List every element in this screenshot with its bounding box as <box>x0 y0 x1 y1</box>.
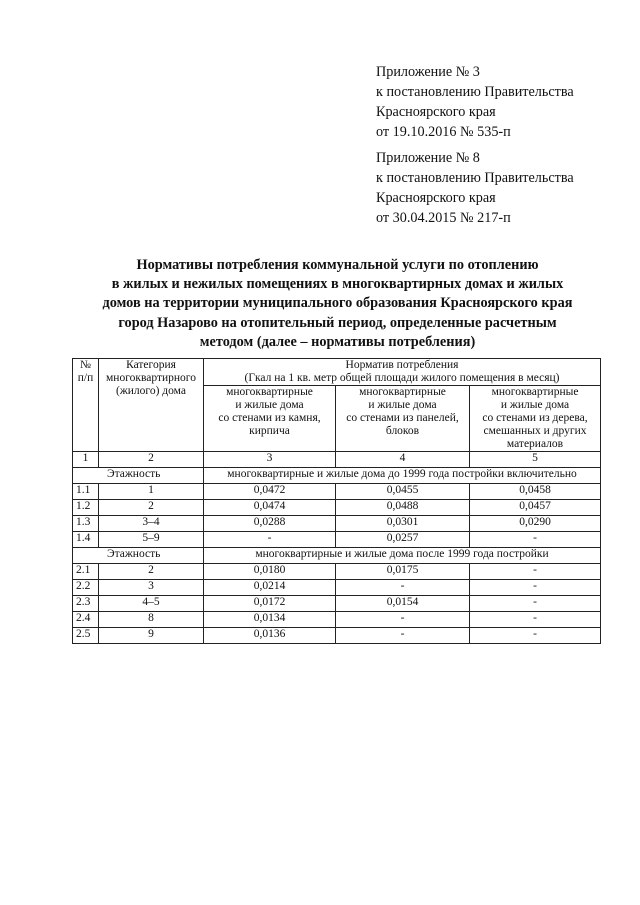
row-floors: 3–4 <box>99 516 204 532</box>
column-number: 5 <box>470 452 601 468</box>
value-wood-walls: - <box>470 580 601 596</box>
value-stone-walls: 0,0472 <box>204 484 336 500</box>
header-text: п/п <box>77 372 94 384</box>
header-text: и жилые дома <box>368 399 437 411</box>
row-number: 2.2 <box>73 580 99 596</box>
row-number: 1.3 <box>73 516 99 532</box>
row-number: 2.4 <box>73 612 99 628</box>
value-wood-walls: 0,0290 <box>470 516 601 532</box>
header-stone-walls <box>204 386 336 452</box>
section-floors-label: Этажность <box>73 548 204 564</box>
section-title: многоквартирные и жилые дома до 1999 года постройки включительно <box>204 468 601 484</box>
row-number: 2.3 <box>73 596 99 612</box>
table-row <box>73 628 601 644</box>
annex-line: Приложение № 8 <box>376 150 480 166</box>
value-stone-walls: - <box>204 532 336 548</box>
column-number-row <box>73 452 601 468</box>
title-line: город Назарово на отопительный период, определенные расчетным <box>118 314 557 331</box>
header-wood-walls <box>470 386 601 452</box>
section-floors-label: Этажность <box>73 468 204 484</box>
header-text: (жилого) дома <box>116 385 186 397</box>
value-stone-walls: 0,0288 <box>204 516 336 532</box>
header-text: Норматив потребления <box>345 359 459 371</box>
header-number <box>73 359 99 452</box>
annex-line: Красноярского края <box>376 104 496 120</box>
section-header-row <box>73 468 601 484</box>
row-number: 1.4 <box>73 532 99 548</box>
annex-reference-secondary <box>376 148 574 228</box>
value-wood-walls: - <box>470 612 601 628</box>
header-text: Категория <box>126 359 176 371</box>
header-text: блоков <box>385 425 420 437</box>
row-number: 2.5 <box>73 628 99 644</box>
row-number: 1.1 <box>73 484 99 500</box>
value-panel-walls: - <box>336 628 470 644</box>
section-title: многоквартирные и жилые дома после 1999 года постройки <box>204 548 601 564</box>
row-floors: 4–5 <box>99 596 204 612</box>
annex-line: к постановлению Правительства <box>376 170 574 186</box>
value-panel-walls: - <box>336 612 470 628</box>
header-text: (Гкал на 1 кв. метр общей площади жилого помещения в месяц) <box>244 372 560 384</box>
row-number: 1.2 <box>73 500 99 516</box>
header-panel-walls <box>336 386 470 452</box>
header-text: со стенами из дерева, <box>482 412 588 424</box>
consumption-norms-table <box>72 358 601 644</box>
value-stone-walls: 0,0136 <box>204 628 336 644</box>
row-floors: 3 <box>99 580 204 596</box>
table-row <box>73 484 601 500</box>
header-norm <box>204 359 601 386</box>
value-wood-walls: 0,0458 <box>470 484 601 500</box>
header-text: со стенами из панелей, <box>346 412 459 424</box>
header-text: смешанных и других <box>483 425 587 437</box>
column-number: 3 <box>204 452 336 468</box>
header-text: многоквартирные <box>226 386 313 398</box>
document-title <box>60 256 615 352</box>
section-header-row <box>73 548 601 564</box>
value-wood-walls: - <box>470 532 601 548</box>
header-text: со стенами из камня, <box>218 412 321 424</box>
title-line: домов на территории муниципального образования Красноярского края <box>102 295 573 312</box>
row-floors: 9 <box>99 628 204 644</box>
table-row <box>73 612 601 628</box>
annex-line: от 30.04.2015 № 217-п <box>376 210 511 226</box>
value-panel-walls: 0,0301 <box>336 516 470 532</box>
table-row <box>73 516 601 532</box>
annex-reference-primary <box>376 62 574 142</box>
header-row <box>73 359 601 386</box>
value-panel-walls: 0,0257 <box>336 532 470 548</box>
header-text: материалов <box>506 438 564 450</box>
column-number: 4 <box>336 452 470 468</box>
table-row <box>73 596 601 612</box>
value-panel-walls: 0,0455 <box>336 484 470 500</box>
row-number: 2.1 <box>73 564 99 580</box>
table-row <box>73 500 601 516</box>
value-wood-walls: - <box>470 596 601 612</box>
annex-line: к постановлению Правительства <box>376 84 574 100</box>
header-text: многоквартирного <box>106 372 196 384</box>
table-row <box>73 532 601 548</box>
value-wood-walls: - <box>470 564 601 580</box>
header-category <box>99 359 204 452</box>
header-text: кирпича <box>249 425 290 437</box>
value-stone-walls: 0,0134 <box>204 612 336 628</box>
annex-line: Красноярского края <box>376 190 496 206</box>
row-floors: 2 <box>99 500 204 516</box>
header-text: многоквартирные <box>491 386 579 398</box>
value-panel-walls: 0,0175 <box>336 564 470 580</box>
annex-line: Приложение № 3 <box>376 64 480 80</box>
header-text: и жилые дома <box>235 399 304 411</box>
value-panel-walls: 0,0488 <box>336 500 470 516</box>
value-panel-walls: - <box>336 580 470 596</box>
title-line: методом (далее – нормативы потребления) <box>199 333 476 350</box>
row-floors: 8 <box>99 612 204 628</box>
title-line: Нормативы потребления коммунальной услуги по отоплению <box>136 257 539 273</box>
value-wood-walls: 0,0457 <box>470 500 601 516</box>
table-row <box>73 580 601 596</box>
column-number: 2 <box>99 452 204 468</box>
row-floors: 5–9 <box>99 532 204 548</box>
value-stone-walls: 0,0180 <box>204 564 336 580</box>
title-line: в жилых и нежилых помещениях в многоквартирных домах и жилых <box>111 276 564 293</box>
row-floors: 1 <box>99 484 204 500</box>
header-text: и жилые дома <box>500 399 570 411</box>
value-stone-walls: 0,0474 <box>204 500 336 516</box>
header-text: многоквартирные <box>359 386 446 398</box>
column-number: 1 <box>73 452 99 468</box>
row-floors: 2 <box>99 564 204 580</box>
value-wood-walls: - <box>470 628 601 644</box>
header-text: № <box>80 359 91 371</box>
table-row <box>73 564 601 580</box>
annex-line: от 19.10.2016 № 535-п <box>376 124 511 140</box>
value-stone-walls: 0,0172 <box>204 596 336 612</box>
value-stone-walls: 0,0214 <box>204 580 336 596</box>
value-panel-walls: 0,0154 <box>336 596 470 612</box>
